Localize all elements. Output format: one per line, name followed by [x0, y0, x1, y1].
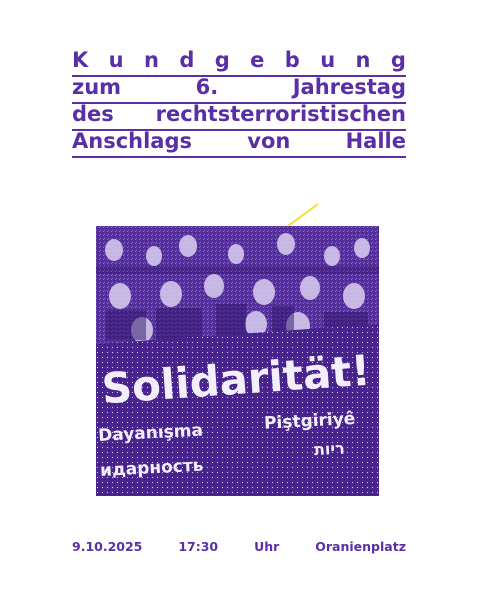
banner-text-ku: Piştgiriyê [263, 408, 356, 434]
event-details [72, 539, 406, 554]
headline-letter: n [143, 48, 159, 72]
headline-word: rechtsterroristischen [155, 102, 406, 126]
event-time-unit: Uhr [254, 539, 280, 554]
protest-photo [96, 226, 379, 496]
headline-letter: g [214, 48, 230, 72]
headline-letter: n [355, 48, 371, 72]
banner-text-ru: идарность [99, 455, 204, 481]
headline-letter: d [179, 48, 195, 72]
headline-word: Jahrestag [292, 75, 406, 99]
headline-word: 6. [195, 75, 219, 99]
headline-letter: K [72, 48, 89, 72]
headline-word: Anschlags [72, 129, 193, 153]
headline-word: von [247, 129, 291, 153]
banner-text-tr: Dayanışma [97, 420, 204, 447]
banner-text-he: ריות [313, 438, 346, 460]
headline-letter: g [390, 48, 406, 72]
headline-letter: b [284, 48, 300, 72]
banner-text-main: Solidarität! [100, 345, 372, 414]
headline-letter: e [250, 48, 265, 72]
event-time: 17:30 [178, 539, 219, 554]
headline-word: des [72, 102, 114, 126]
headline-letter: u [320, 48, 336, 72]
event-date: 9.10.2025 [72, 539, 143, 554]
event-location: Oranienplatz [315, 539, 406, 554]
headline-word: Halle [345, 129, 406, 153]
headline-word: zum [72, 75, 122, 99]
headline-letter: u [108, 48, 124, 72]
